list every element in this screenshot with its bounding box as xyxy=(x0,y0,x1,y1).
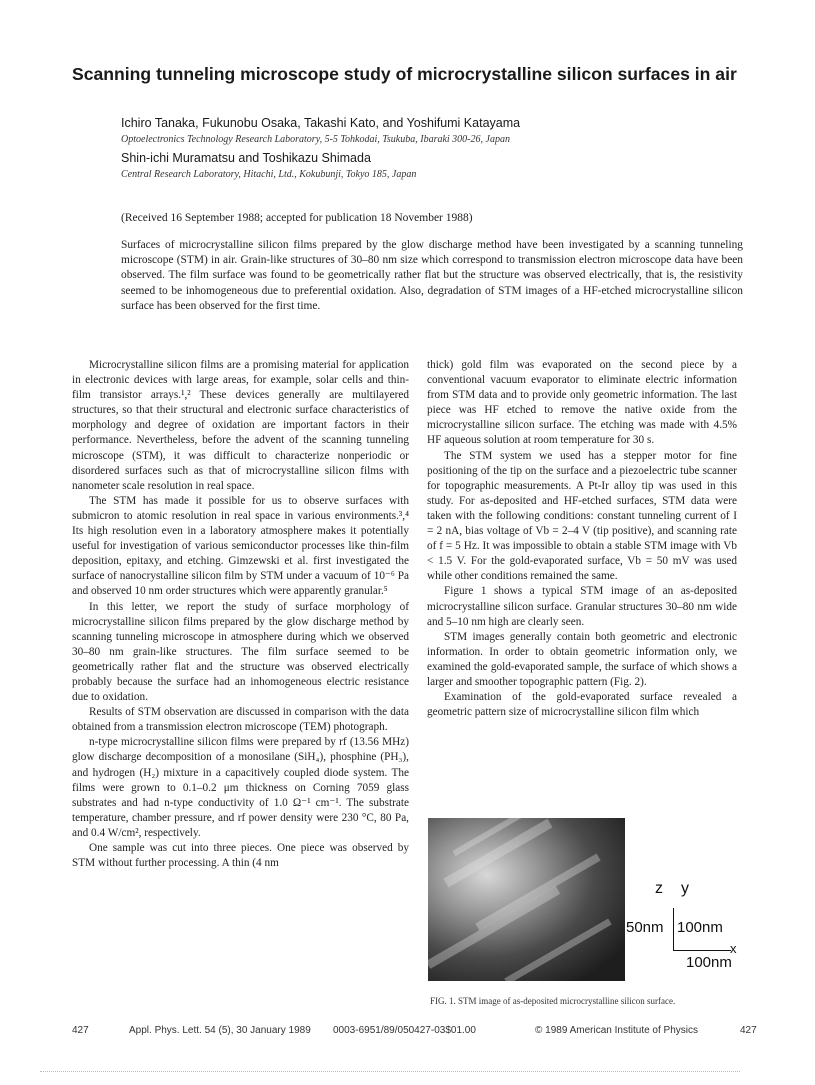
copyright: © 1989 American Institute of Physics xyxy=(535,1025,699,1036)
body-paragraph: n-type microcrystalline silicon films were prepared by rf (13.56 MHz) glow discharge decomposition of a monosilane (SiH₄), phosphine (PH₃), and hydrogen (H₂) mixture in a capacitively coupled diode system. The films were grown to 0.1–0.2 μm thickness on Corning 7059 glass substrates and had n-type conductivity of 1.0 Ω⁻¹ cm⁻¹. The substrate temperature, chamber pressure, and rf power density were 230 °C, 80 Pa, and 0.4 W/cm², respectively. xyxy=(72,736,409,839)
body-paragraph: Microcrystalline silicon films are a promising material for application in electronic devices with large areas, for example, solar cells and thin-film transistor arrays.¹,² These devices generally are multilayered structures, so that their structural and electronic surface characteristics of morphology and degree of oxidation are important factors in their performance. Nevertheless, before the advent of the scanning tunneling microscope (STM), it was difficult to characterize nonperiodic or disordered surfaces such as that of microcrystalline silicon films with nanometer scale resolution in real space. xyxy=(72,359,409,492)
body-paragraph: In this letter, we report the study of surface morphology of microcrystalline silicon films prepared by the glow discharge method by scanning tunneling microscope in atmosphere during which we observed 30–80 nm grain-like structures. The film surface seemed to be geometrically rather flat and the structure was observed electrically probably because the surface had an inhomogeneous electric resistance due to oxidation. xyxy=(72,600,409,704)
body-paragraph: Examination of the gold-evaporated surface revealed a geometric pattern size of microcrystalline silicon film which xyxy=(427,691,737,719)
paper-title: Scanning tunneling microscope study of microcrystalline silicon surfaces in air xyxy=(72,64,737,84)
axis-x-label: x xyxy=(730,941,737,956)
affiliation-2: Central Research Laboratory, Hitachi, Ltd., Kokubunji, Tokyo 185, Japan xyxy=(121,169,417,180)
scale-bar xyxy=(628,880,743,990)
abstract: Surfaces of microcrystalline silicon films prepared by the glow discharge method have been investigated by a scanning tunneling microscope (STM) in air. Grain-like structures of 30–80 nm size which correspond to transmission electron microscope data have been observed. The film surface was found to be geometrically rather flat but the structure was observed electrically, that is, the resistivity seemed to be inhomogeneous due to preferential oxidation. Also, degradation of STM images of a HF-etched microcrystalline silicon surface has been observed for the first time. xyxy=(121,239,743,312)
body-column-right xyxy=(427,358,737,720)
body-paragraph: One sample was cut into three pieces. One piece was observed by STM without further processing. A thin (4 nm xyxy=(72,842,409,870)
body-paragraph: The STM system we used has a stepper motor for fine positioning of the tip on the surface and a piezoelectric tube scanner for topographic measurements. A Pt-Ir alloy tip was used in this study. For as-deposited and HF-etched surfaces, STM data were taken with the following conditions: constant tunneling current of I = 2 nA, bias voltage of Vb = 2–4 V (tip positive), and scanning rate of f = 5 Hz. It was impossible to obtain a stable STM image with Vb < 1.5 V. For the gold-evaporated surface, Vb = 50 mV was used while other conditions remained the same. xyxy=(427,449,737,583)
body-paragraph: STM images generally contain both geometric and electronic information. In order to obtain geometric information only, we examined the gold-evaporated sample, the surface of which shows a larger and smoother topographic pattern (Fig. 2). xyxy=(427,630,737,688)
page-number-left: 427 xyxy=(72,1025,89,1036)
article-code: 0003-6951/89/050427-03$01.00 xyxy=(333,1025,476,1036)
scale-x-value: 100nm xyxy=(686,954,732,971)
authors-group-1: Ichiro Tanaka, Fukunobu Osaka, Takashi Kato, and Yoshifumi Katayama xyxy=(121,116,521,130)
body-column-left xyxy=(72,358,409,871)
authors-group-2: Shin-ichi Muramatsu and Toshikazu Shimada xyxy=(121,151,371,165)
body-paragraph: Figure 1 shows a typical STM image of an as-deposited microcrystalline silicon surface. Granular structures 30–80 nm wide and 5–10 nm high are clearly seen. xyxy=(427,585,737,628)
body-paragraph: thick) gold film was evaporated on the second piece by a conventional vacuum evaporator to eliminate electric information from STM data and to provide only geometric information. The last piece was HF etched to remove the native oxide from the microcrystalline silicon surface. The etching was made with 4.5% HF aqueous solution at room temperature for 30 s. xyxy=(427,359,737,447)
bottom-rule xyxy=(40,1071,740,1072)
body-paragraph: Results of STM observation are discussed in comparison with the data obtained from a transmission electron microscope (TEM) photograph. xyxy=(72,706,409,734)
received-dates: (Received 16 September 1988; accepted for publication 18 November 1988) xyxy=(121,212,473,224)
figure-caption: FIG. 1. STM image of as-deposited microcrystalline silicon surface. xyxy=(430,996,676,1006)
axis-y-label: y xyxy=(681,880,689,897)
page-number-right: 427 xyxy=(740,1025,757,1036)
body-paragraph: The STM has made it possible for us to observe surfaces with submicron to atomic resolution in real space in various environments.³,⁴ Its high resolution even in a laboratory atmosphere makes it potentially useful for investigation of various semiconductor processes like thin-film deposition, epitaxy, and etching. Gimzewski et al. first investigated the surface of nanocrystalline silicon film by STM under a vacuum of 10⁻⁶ Pa and observed 10 nm order structures which were apparently granular.⁵ xyxy=(72,494,409,598)
affiliation-1: Optoelectronics Technology Research Laboratory, 5-5 Tohkodai, Tsukuba, Ibaraki 300-26, Japan xyxy=(121,134,510,145)
journal-citation: Appl. Phys. Lett. 54 (5), 30 January 1989 xyxy=(129,1025,311,1036)
axis-z-label: z xyxy=(655,880,663,897)
scale-z-value: 50nm xyxy=(626,919,664,936)
stm-image xyxy=(428,818,625,981)
scale-y-value: 100nm xyxy=(677,919,723,936)
